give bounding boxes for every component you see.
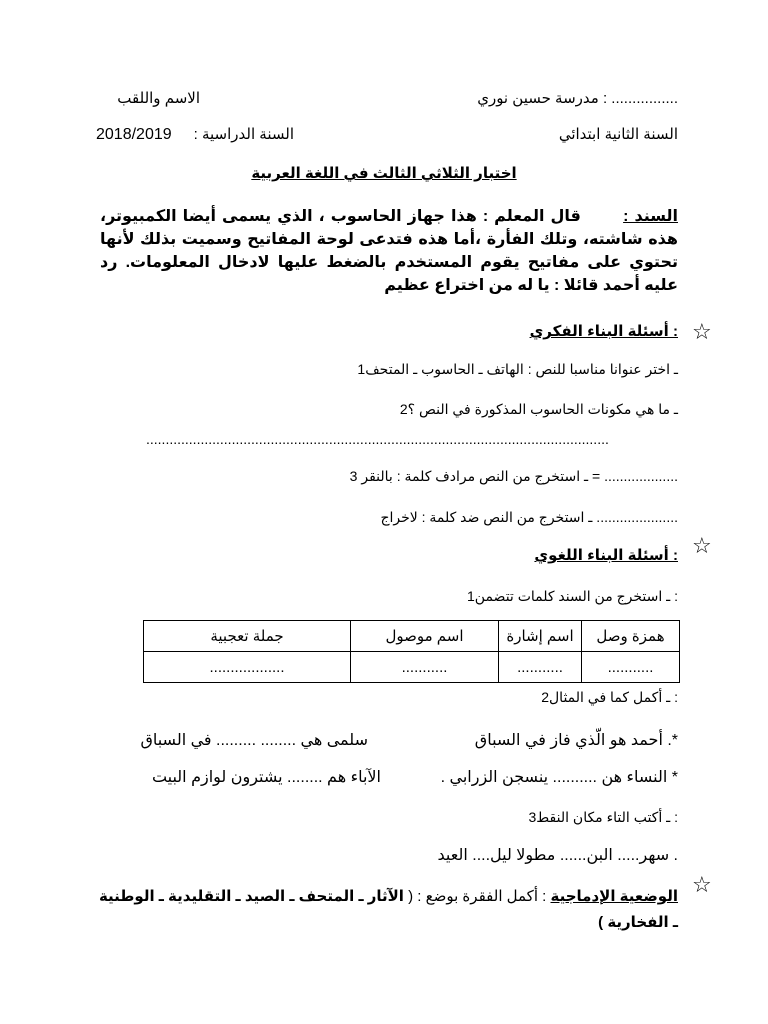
text-block xyxy=(100,205,678,297)
integration-words: الآثار ـ المتحف ـ الصيد ـ التقليدية ـ الوطنية ـ الفخارية ) xyxy=(98,888,678,931)
section-title-integration: الوضعية الإدماجية xyxy=(550,888,678,905)
question-extract-words: : ـ استخرج من السند كلمات تتضمن1 xyxy=(467,588,678,604)
exercise-sentence: سلمى هي ........ ......... في السباق xyxy=(140,732,368,749)
text-block-label: السند : xyxy=(623,208,678,225)
table-cell: ........... xyxy=(351,652,499,683)
star-icon: ☆ xyxy=(692,319,712,344)
school-name: ................ : مدرسة حسين نوري xyxy=(477,90,678,107)
exam-title: اختبار الثلاثي الثالث في اللغة العربية xyxy=(251,165,517,182)
integration-instruction: : أكمل الفقرة بوضع : ( xyxy=(408,888,551,905)
integration-task xyxy=(93,884,678,936)
question-components: ـ ما هي مكونات الحاسوب المذكورة في النص ؟2 xyxy=(399,401,678,417)
question-complete-example: : ـ أكمل كما في المثال2 xyxy=(541,689,678,705)
table-header-row xyxy=(144,621,680,652)
answer-line: ....................................................................................................................... xyxy=(146,431,609,447)
text-block-body: قال المعلم : هذا جهاز الحاسوب ، الذي يسمى أيضا الكمبيوتر، هذه شاشته، وتلك الفأرة ،أما هذه فتدعى لوحة المفاتيح وسميت بذلك لأنها تحتوي على مفاتيح يقوم المستخدم بالضغط عليها لادخال المعلومات. رد عليه أحمد قائلا : يا له من اختراع عظيم xyxy=(100,208,679,294)
table-cell: ........... xyxy=(582,652,680,683)
exercise-sentence: * النساء هن .......... ينسجن الزرابي . xyxy=(440,769,678,786)
table-header-cell: اسم إشارة xyxy=(499,621,582,652)
exercise-sentence: الآباء هم ........ يشترون لوازم البيت xyxy=(151,769,381,786)
grade-label: السنة الثانية ابتدائي xyxy=(558,126,678,143)
school-year-label: السنة الدراسية : xyxy=(193,126,294,143)
example-sentence: *. أحمد هو الّذي فاز في السباق xyxy=(474,732,678,749)
table-row xyxy=(144,652,680,683)
table-header-cell: جملة تعجبية xyxy=(144,621,351,652)
question-taa: : ـ أكتب التاء مكان النقط3 xyxy=(528,809,678,825)
question-synonym: ................... = ـ استخرج من النص مرادف كلمة : بالنقر 3 xyxy=(349,468,678,484)
section-title-comprehension: : أسئلة البناء الفكري xyxy=(529,323,678,340)
name-label: الاسم واللقب xyxy=(117,90,200,107)
section-title-language: : أسئلة البناء اللغوي xyxy=(534,547,678,564)
words-table xyxy=(143,620,680,683)
table-header-cell: اسم موصول xyxy=(351,621,499,652)
question-antonym: ..................... ـ استخرج من النص ضد كلمة : لاخراج xyxy=(380,509,678,525)
table-cell: .................. xyxy=(144,652,351,683)
table-header-cell: همزة وصل xyxy=(582,621,680,652)
star-icon: ☆ xyxy=(692,872,712,897)
school-year-value: 2018/2019 xyxy=(96,126,172,143)
star-icon: ☆ xyxy=(692,533,712,558)
question-title-choice: ـ اختر عنوانا مناسبا للنص : الهاتف ـ الحاسوب ـ المتحف1 xyxy=(357,361,678,377)
exercise-sentence: . سهر..... البن...... مطولا ليل.... العيد xyxy=(437,847,678,864)
table-cell: ........... xyxy=(499,652,582,683)
